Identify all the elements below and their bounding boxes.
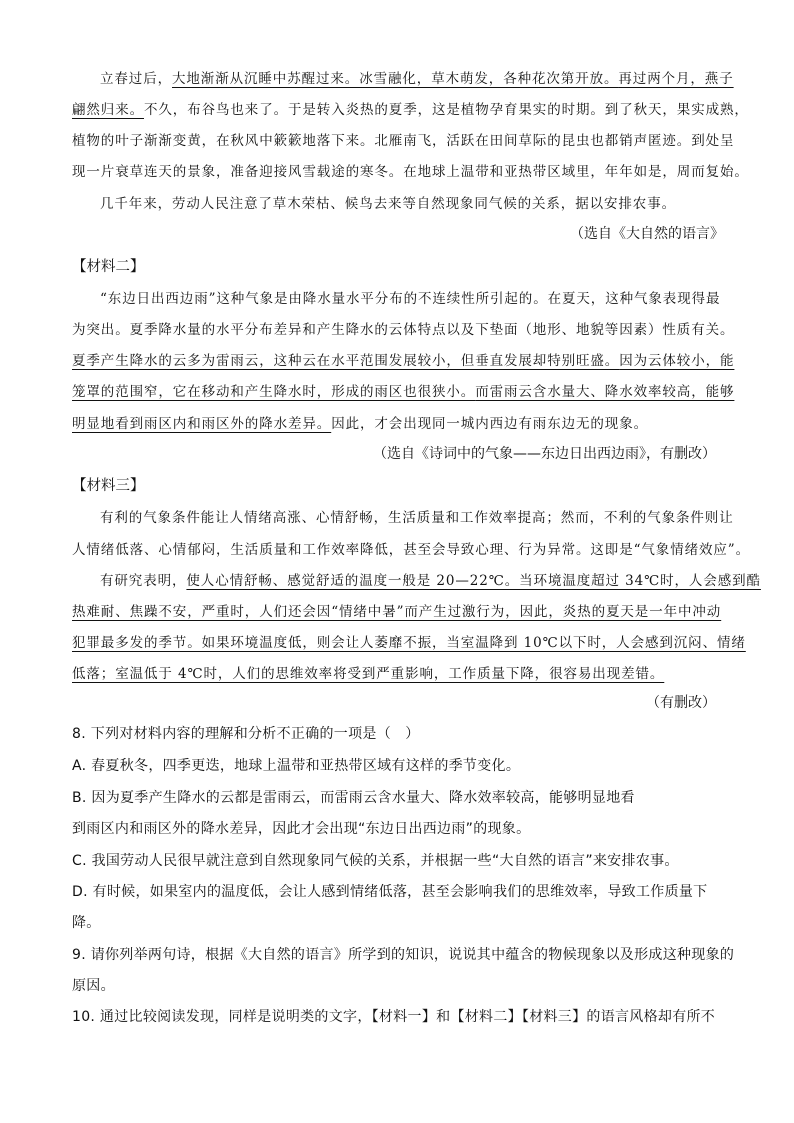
text-segment: 有研究表明， — [100, 573, 187, 589]
underlined-text-segment: 再过两个月，燕子 — [618, 71, 734, 87]
material2-line-3 — [72, 349, 734, 369]
text-segment: 为突出。夏季降水量的水平分布差异和产生降水的云体特点以及下垫面（地形、地貌等因素）性质有关。 — [72, 322, 735, 338]
question8-stem: 8. 下列对材料内容的理解和分析不正确的一项是（ ） — [72, 726, 420, 742]
question9-line-2: 原因。 — [72, 978, 115, 994]
material1-line-1 — [100, 67, 734, 87]
underlined-text-segment: 笼罩的范围窄，它在移动和产生降水时，形成的雨区也很狭小。 — [72, 384, 476, 400]
material2-line-5 — [72, 412, 648, 432]
question8-option-d-line-2: 降。 — [72, 915, 101, 931]
text-segment: 立春过后， — [100, 71, 172, 87]
question8-option-b-line-1: B. 因为夏季产生降水的云都是雷雨云，而雷雨云含水量大、降水效率较高，能够明显地看 — [72, 790, 635, 806]
question8-option-b-line-2: 到雨区内和雨区外的降水差异，因此才会出现“东边日出西边雨”的现象。 — [72, 821, 531, 837]
material1-line-4 — [72, 160, 749, 180]
text-segment: 植物的叶子渐渐变黄，在秋风中簌簌地落下来。北雁南飞，活跃在田间草际的昆虫也都销声匿迹。到处呈 — [72, 133, 735, 149]
text-segment: 因此，才会出现同一城内西边有雨东边无的现象。 — [331, 416, 649, 432]
material1-line-2 — [72, 98, 749, 118]
question8-option-a: A. 春夏秋冬，四季更迭，地球上温带和亚热带区域有这样的季节变化。 — [72, 758, 521, 774]
text-segment: 不久，布谷鸟也来了。于是转入炎热的夏季，这是植物孕育果实的时期。到了秋天，果实成熟， — [144, 102, 749, 118]
text-segment: 现一片衰草连天的景象，准备迎接风雪载途的寒冬。在地球上温带和亚热带区域里，年年如是，周而复始。 — [72, 164, 749, 180]
question10-line-1: 10. 通过比较阅读发现，同样是说明类的文字，【材料一】和【材料二】【材料三】的语言风格却有所不 — [72, 1009, 716, 1025]
question9-line-1: 9. 请你列举两句诗，根据《大自然的语言》所学到的知识，说说其中蕴含的物候现象以及形成这种现象的 — [72, 947, 735, 963]
material3-line-6 — [72, 662, 664, 682]
question8-option-d-line-1: D. 有时候，如果室内的温度低，会让人感到情绪低落，甚至会影响我们的思维效率，导致工作质量下 — [72, 884, 708, 900]
material3-line-1 — [100, 506, 734, 526]
underlined-text-segment: 犯罪最多发的季节。如果环境温度低，则会让人萎靡不振，当室温降到 10℃以下时，人会感到沉闷、情绪 — [72, 635, 746, 651]
material2-line-2 — [72, 318, 734, 338]
underlined-text-segment: 夏季产生降水的云多为雷雨云，这种云在水平范围发展较小，但垂直发展却特别旺盛。 — [72, 353, 620, 369]
material1-line-5 — [100, 192, 676, 212]
underlined-text-segment: 热难耐、焦躁不安，严重时，人们还会因“情绪中暑”而产生过激行为，因此，炎热的夏天是一年中冲动 — [72, 604, 722, 620]
material3-line-3 — [100, 569, 761, 589]
underlined-text-segment: 而雷雨云含水量大、降水效率较高，能够 — [475, 384, 735, 400]
material3-line-4 — [72, 600, 721, 620]
underlined-text-segment: 因为云体较小，能 — [619, 353, 735, 369]
underlined-text-segment: 翩然归来。 — [72, 102, 144, 118]
material2-line-4 — [72, 380, 734, 400]
underlined-text-segment: 明显地看到雨区内和雨区外的降水差异。 — [72, 416, 332, 432]
material2-line-1 — [100, 287, 720, 307]
underlined-text-segment: 低落；室温低于 4℃时，人们的思维效率将受到严重影响，工作质量下降，很容易出现差错。 — [72, 666, 665, 682]
material3-line-5 — [72, 631, 746, 651]
text-segment: 有利的气象条件能让人情绪高涨、心情舒畅，生活质量和工作效率提高；然而，不利的气象条件则让 — [100, 510, 734, 526]
underlined-text-segment: 大地渐渐从沉睡中苏醒过来。冰雪融化，草木萌发，各种花次第开放。 — [172, 71, 619, 87]
material2-source: （选自《诗词中的气象——东边日出西边雨》，有删改） — [373, 446, 716, 462]
material2-heading: 【材料二】 — [72, 259, 145, 275]
question8-option-c: C. 我国劳动人民很早就注意到自然现象同气候的关系，并根据一些“大自然的语言”来安排农事。 — [72, 853, 679, 869]
material3-heading: 【材料三】 — [72, 478, 145, 494]
underlined-text-segment: 使人心情舒畅、感觉舒适的温度一般是 20—22℃。当环境温度超过 34℃时，人会感到酷 — [186, 573, 761, 589]
material1-source: （选自《大自然的语言》 — [570, 226, 724, 242]
text-segment: 人情绪低落、心情郁闷，生活质量和工作效率降低，甚至会导致心理、行为异常。这即是“气象情绪效应”。 — [72, 542, 751, 558]
text-segment: 几千年来，劳动人民注意了草木荣枯、候鸟去来等自然现象同气候的关系，据以安排农事。 — [100, 196, 676, 212]
material1-line-3 — [72, 129, 734, 149]
material3-source: （有删改） — [646, 695, 716, 711]
text-segment: “东边日出西边雨”这种气象是由降水量水平分布的不连续性所引起的。在夏天，这种气象表现得最 — [100, 291, 721, 307]
material3-line-2 — [72, 538, 750, 558]
